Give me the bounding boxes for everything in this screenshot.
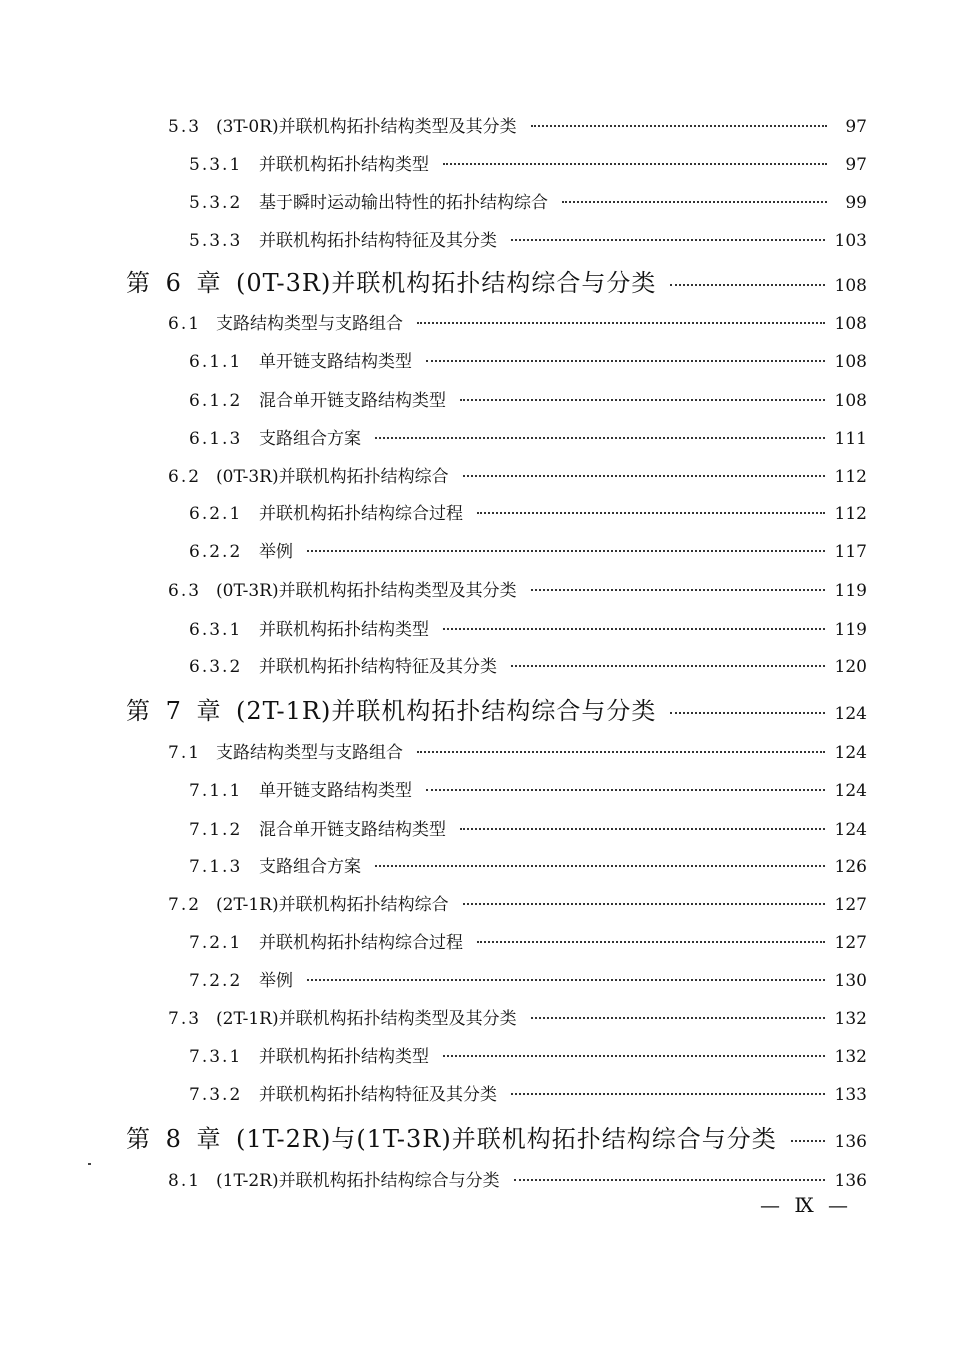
toc-entry [189,537,867,562]
entry-page: 111 [834,429,867,449]
toc-entry [189,1080,867,1105]
entry-title: 支路组合方案 [259,429,361,449]
entry-title: (1T-2R)并联机构拓扑结构综合与分类 [216,1171,500,1191]
dot-leader [511,665,825,667]
toc-entry [189,424,867,449]
entry-number: 6.1.3 [189,429,243,449]
entry-number: 7.3.1 [189,1047,243,1067]
dot-leader [463,903,825,905]
entry-page: 132 [834,1009,867,1029]
toc-entry [189,150,867,175]
entry-page: 108 [834,276,867,296]
entry-title: 支路结构类型与支路组合 [216,743,403,763]
entry-page: 119 [834,581,867,601]
entry-number: 7.1.1 [189,781,243,801]
entry-number: 7.3 [168,1009,202,1029]
chapter-title: (0T-3R)并联机构拓扑结构综合与分类 [236,269,657,297]
toc-entry [168,309,867,334]
entry-title: 并联机构拓扑结构类型 [259,620,429,640]
entry-title: 单开链支路结构类型 [259,781,412,801]
entry-title: 支路结构类型与支路组合 [216,314,403,334]
dot-leader [477,512,825,514]
chapter-title: (1T-2R)与(1T-3R)并联机构拓扑结构综合与分类 [236,1125,777,1153]
entry-page: 120 [834,657,867,677]
entry-page: 112 [834,467,867,487]
toc-entry [168,576,867,601]
toc-entry [189,815,867,840]
entry-number: 6.3.2 [189,657,243,677]
dot-leader [531,1017,825,1019]
dot-leader [531,589,825,591]
entry-number: 7.2.1 [189,933,243,953]
dot-leader [670,284,824,286]
toc-entry [189,347,867,372]
entry-title: 并联机构拓扑结构类型 [259,155,429,175]
entry-number: 7.2.2 [189,971,243,991]
toc-chapter-entry [126,263,867,298]
entry-number: 5.3.3 [189,231,243,251]
toc-entry [189,226,867,251]
toc-entry [189,966,867,991]
entry-number: 6.2 [168,467,202,487]
dot-leader [443,628,825,630]
entry-page: 127 [834,933,867,953]
toc-entry [189,615,867,640]
dot-leader [443,163,827,165]
chapter-title: (2T-1R)并联机构拓扑结构综合与分类 [236,697,657,725]
entry-title: (0T-3R)并联机构拓扑结构类型及其分类 [216,581,517,601]
entry-number: 7.3.2 [189,1085,243,1105]
entry-number: 7.1.2 [189,820,243,840]
entry-number: 7.1 [168,743,202,763]
entry-page: 112 [834,504,867,524]
dot-leader [511,1093,825,1095]
entry-page: 130 [834,971,867,991]
chapter-number: 第 8 章 [126,1125,225,1153]
entry-page: 127 [834,895,867,915]
dot-leader [417,751,825,753]
dot-leader [307,550,825,552]
entry-page: 103 [834,231,867,251]
entry-title: (2T-1R)并联机构拓扑结构综合 [216,895,449,915]
toc-entry [168,738,867,763]
entry-page: 97 [845,155,867,175]
toc-entry [189,776,867,801]
entry-page: 119 [834,620,867,640]
entry-page: 133 [834,1085,867,1105]
dot-leader [791,1140,825,1142]
entry-number: 5.3.2 [189,193,243,213]
dot-leader [562,201,827,203]
entry-title: 单开链支路结构类型 [259,352,412,372]
entry-page: 124 [834,820,867,840]
dot-leader [511,239,825,241]
toc-entry [189,1042,867,1067]
chapter-number: 第 7 章 [126,697,225,725]
entry-title: 混合单开链支路结构类型 [259,391,446,411]
entry-page: 124 [834,704,867,724]
dot-leader [426,789,825,791]
entry-page: 108 [834,352,867,372]
toc-chapter-entry [126,1119,867,1154]
entry-page: 117 [834,542,867,562]
entry-title: 基于瞬时运动输出特性的拓扑结构综合 [259,193,548,213]
entry-title: 混合单开链支路结构类型 [259,820,446,840]
entry-number: 7.2 [168,895,202,915]
toc-entry [168,112,867,137]
entry-title: 并联机构拓扑结构综合过程 [259,933,463,953]
entry-number: 5.3 [168,117,202,137]
toc-entry [168,1166,867,1191]
entry-page: 97 [845,117,867,137]
entry-number: 6.3.1 [189,620,243,640]
entry-page: 136 [834,1171,867,1191]
entry-title: 并联机构拓扑结构综合过程 [259,504,463,524]
entry-title: 举例 [259,971,293,991]
entry-number: 6.2.2 [189,542,243,562]
entry-page: 136 [834,1132,867,1152]
entry-title: 支路组合方案 [259,857,361,877]
toc-entry [189,188,867,213]
dot-leader [460,399,825,401]
toc-entry [189,928,867,953]
dot-leader [670,712,824,714]
dot-leader [463,475,825,477]
entry-page: 108 [834,391,867,411]
toc-entry [189,499,867,524]
dot-leader [531,125,827,127]
entry-number: 8.1 [168,1171,202,1191]
toc-chapter-entry [126,691,867,726]
dot-leader [307,979,825,981]
dot-leader [375,865,825,867]
dot-leader [477,941,825,943]
entry-number: 6.1.1 [189,352,243,372]
entry-page: 124 [834,743,867,763]
entry-page: 132 [834,1047,867,1067]
dot-leader [460,828,825,830]
dot-leader [417,322,825,324]
entry-number: 6.1 [168,314,202,334]
entry-title: 并联机构拓扑结构特征及其分类 [259,657,497,677]
entry-number: 5.3.1 [189,155,243,175]
entry-number: 7.1.3 [189,857,243,877]
entry-title: (0T-3R)并联机构拓扑结构综合 [216,467,449,487]
entry-title: 并联机构拓扑结构类型 [259,1047,429,1067]
dot-leader [375,437,825,439]
entry-title: 并联机构拓扑结构特征及其分类 [259,1085,497,1105]
entry-title: 并联机构拓扑结构特征及其分类 [259,231,497,251]
toc-entry [189,652,867,677]
dot-leader [514,1179,825,1181]
entry-title: 举例 [259,542,293,562]
entry-page: 126 [834,857,867,877]
dot-leader [443,1055,825,1057]
toc-entry [189,386,867,411]
chapter-number: 第 6 章 [126,269,225,297]
entry-page: 108 [834,314,867,334]
entry-page: 124 [834,781,867,801]
entry-title: (2T-1R)并联机构拓扑结构类型及其分类 [216,1009,517,1029]
page-folio: — Ⅸ — [760,1193,853,1217]
entry-number: 6.1.2 [189,391,243,411]
scan-speck [88,1163,91,1165]
toc-entry [168,1004,867,1029]
dot-leader [426,360,825,362]
toc-entry [189,852,867,877]
entry-title: (3T-0R)并联机构拓扑结构类型及其分类 [216,117,517,137]
entry-number: 6.3 [168,581,202,601]
toc-entry [168,890,867,915]
entry-number: 6.2.1 [189,504,243,524]
toc-entry [168,462,867,487]
entry-page: 99 [845,193,867,213]
